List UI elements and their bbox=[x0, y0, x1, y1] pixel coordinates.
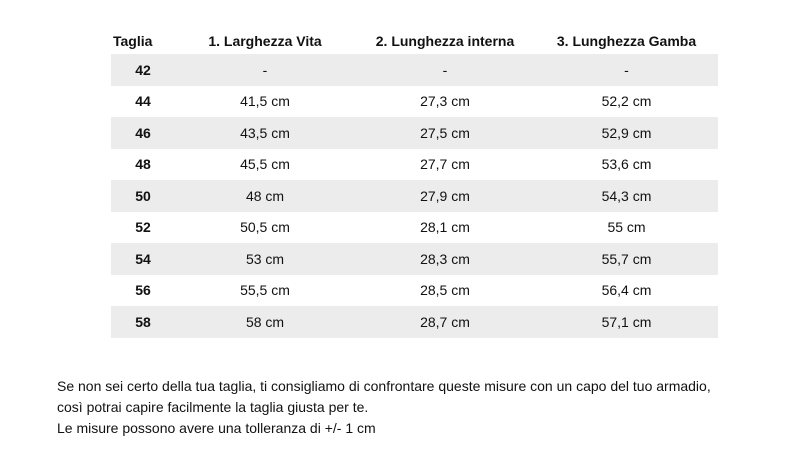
header-size: Taglia bbox=[113, 32, 153, 49]
waist-cell: 41,5 cm bbox=[240, 93, 290, 110]
waist-cell: 50,5 cm bbox=[240, 219, 290, 236]
note-line-compare: Se non sei certo della tua taglia, ti consigliamo di confrontare queste misure con un capo del tuo armadio, bbox=[57, 378, 711, 394]
leg-cell: 55 cm bbox=[607, 219, 646, 236]
inseam-cell: 28,5 cm bbox=[420, 282, 470, 299]
size-cell: 42 bbox=[111, 54, 175, 86]
size-cell: 52 bbox=[135, 219, 151, 236]
leg-cell: 55,7 cm bbox=[535, 243, 718, 275]
table-row bbox=[111, 117, 718, 149]
waist-cell: - bbox=[175, 54, 355, 86]
table-row bbox=[111, 180, 718, 212]
size-cell: 50 bbox=[111, 180, 175, 212]
leg-cell: 53,6 cm bbox=[601, 156, 652, 173]
size-cell: 56 bbox=[135, 282, 151, 299]
waist-cell: 58 cm bbox=[175, 306, 355, 338]
table-header-row bbox=[111, 27, 718, 54]
header-leg-length: 3. Lunghezza Gamba bbox=[556, 32, 697, 49]
inseam-cell: 27,3 cm bbox=[420, 93, 470, 110]
header-waist-width: 1. Larghezza Vita bbox=[208, 32, 322, 49]
inseam-cell: 28,3 cm bbox=[355, 243, 535, 275]
note-line-tolerance: Le misure possono avere una tolleranza di +/- 1 cm bbox=[57, 420, 376, 436]
size-cell: 58 bbox=[111, 306, 175, 338]
inseam-cell: - bbox=[355, 54, 535, 86]
leg-cell: 52,2 cm bbox=[601, 93, 652, 110]
leg-cell: 52,9 cm bbox=[535, 117, 718, 149]
size-cell: 48 bbox=[135, 156, 151, 173]
size-cell: 46 bbox=[111, 117, 175, 149]
table-row bbox=[111, 212, 718, 244]
waist-cell: 53 cm bbox=[175, 243, 355, 275]
leg-cell: 56,4 cm bbox=[601, 282, 652, 299]
size-advice-note bbox=[57, 376, 787, 439]
table-row bbox=[111, 243, 718, 275]
size-chart-table bbox=[111, 27, 718, 338]
table-row bbox=[111, 54, 718, 86]
table-row bbox=[111, 86, 718, 118]
size-cell: 54 bbox=[111, 243, 175, 275]
inseam-cell: 28,7 cm bbox=[355, 306, 535, 338]
table-row bbox=[111, 149, 718, 181]
waist-cell: 43,5 cm bbox=[175, 117, 355, 149]
inseam-cell: 27,7 cm bbox=[420, 156, 470, 173]
waist-cell: 48 cm bbox=[175, 180, 355, 212]
table-row bbox=[111, 306, 718, 338]
leg-cell: - bbox=[535, 54, 718, 86]
header-inseam-length: 2. Lunghezza interna bbox=[375, 32, 515, 49]
table-row bbox=[111, 275, 718, 307]
inseam-cell: 27,9 cm bbox=[355, 180, 535, 212]
leg-cell: 57,1 cm bbox=[535, 306, 718, 338]
waist-cell: 55,5 cm bbox=[240, 282, 290, 299]
inseam-cell: 27,5 cm bbox=[355, 117, 535, 149]
inseam-cell: 28,1 cm bbox=[420, 219, 470, 236]
leg-cell: 54,3 cm bbox=[535, 180, 718, 212]
size-cell: 44 bbox=[135, 93, 151, 110]
note-line-choose-size: così potrai capire facilmente la taglia giusta per te. bbox=[57, 399, 369, 415]
waist-cell: 45,5 cm bbox=[240, 156, 290, 173]
